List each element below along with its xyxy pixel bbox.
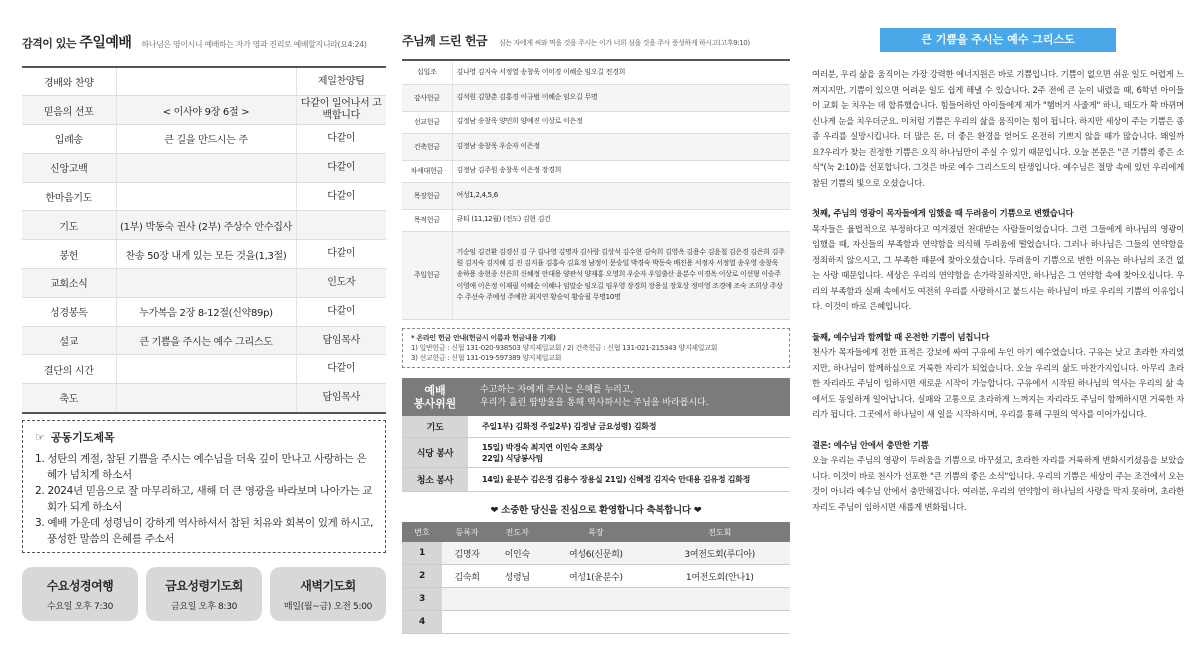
service-title: 금요성령기도회 <box>165 578 243 593</box>
newcomer-cell: 4 <box>402 610 442 633</box>
newcomer-cell <box>542 588 649 611</box>
offering-type: 주일헌금 <box>402 231 452 319</box>
worship-order-row <box>22 125 386 154</box>
volunteer-line: 주일1부) 김화정 주일2부) 김정남 금요성령) 김화정 <box>482 421 657 431</box>
volunteers-label-line: 봉사위원 <box>413 396 457 410</box>
order-item-leader: 인도자 <box>296 269 386 298</box>
newcomer-column-header: 번호 <box>402 522 442 542</box>
offering-row <box>402 60 790 84</box>
newcomer-cell: 이인숙 <box>492 542 542 565</box>
worship-title-main: 주일예배 <box>79 35 132 51</box>
order-item-leader <box>296 211 386 240</box>
newcomer-cell: 여성6(신문희) <box>542 542 649 565</box>
prayer-box <box>22 420 386 553</box>
order-item-content: (1부) 박동숙 권사 (2부) 주상수 안수집사 <box>116 211 296 240</box>
volunteer-names <box>468 438 790 468</box>
order-item-content <box>116 384 296 413</box>
order-item-name: 교회소식 <box>22 269 116 298</box>
newcomer-cell: 김숙희 <box>442 565 492 588</box>
sermon-heading: 첫째, 주님의 영광이 목자들에게 임했을 때 두려움이 기쁨으로 변했습니다 <box>812 208 1074 218</box>
order-item-name: 입례송 <box>22 125 116 154</box>
order-item-content <box>116 269 296 298</box>
order-item-content: 큰 기쁨을 주시는 예수 그리스도 <box>116 326 296 355</box>
worship-order-row <box>22 211 386 240</box>
offering-row <box>402 133 790 160</box>
order-item-content <box>116 182 296 211</box>
newcomer-cell <box>649 610 790 633</box>
order-item-content: 누가복음 2장 8-12절(신약89p) <box>116 297 296 326</box>
volunteer-names <box>468 416 790 438</box>
order-item-content: 큰 길을 만드시는 주 <box>116 125 296 154</box>
order-item-content <box>116 153 296 182</box>
worship-subtitle: 하나님은 영이시니 예배하는 자가 영과 진리로 예배할지니라(요4:24) <box>141 40 367 49</box>
worship-title <box>22 32 131 52</box>
newcomer-cell: 1여전도회(안나1) <box>649 565 790 588</box>
offering-row <box>402 160 790 182</box>
offering-names: 기순임 김건환 김경신 김 구 김나영 김명자 김사랑 김상석 김수현 김숙희 김영옥 김용수 김윤철 김은경 김은희 김주원 김지숙 김지혜 김 진 김지율 김홍숙 김효정 남정이 문승일 박경숙 박동숙 배진용 서정자 서정열 송우영 송창욱 송하용 송현종 신은희 신혜정 안대용 양관석 양재홍 오영희 우순자 우일출산 윤분수 이경옥 이상로 이선형 이승주 이영애 이은정 이재필 이혜순 이혜나 임말순 임오길 임우영 장경희 장용실 장호상 정미영 조경애 조숙 조희상 주상수 주선숙 주예성 주예찬 최지연 황승익 황승필 무명10명 <box>452 231 790 319</box>
newcomer-cell: 김명자 <box>442 542 492 565</box>
order-item-name: 축도 <box>22 384 116 413</box>
order-item-name: 기도 <box>22 211 116 240</box>
offering-row <box>402 84 790 111</box>
order-item-leader: 제일찬양팀 <box>296 67 386 96</box>
newcomer-column-header: 등록자 <box>442 522 492 542</box>
order-item-name: 신앙고백 <box>22 153 116 182</box>
newcomer-column-header: 목장 <box>542 522 649 542</box>
worship-order-row <box>22 96 386 125</box>
offering-row <box>402 231 790 319</box>
newcomer-cell <box>442 610 492 633</box>
newcomer-cell <box>649 588 790 611</box>
sermon-intro: 여러분, 우리 삶을 움직이는 가장 강력한 에너지원은 바로 기쁨입니다. 기쁨이 없으면 쉬운 일도 어렵게 느껴지지만, 기쁨이 있으면 어려운 일도 쉽게 해낼 수 있습니다. 2주 전에 큰 눈이 내렸을 때, 6학년 아이들이 교회 눈 치우는 데 합류했습니다. 힘들어하던 아이들에게 제가 "햄버거 사줄게" 하니, 태도가 확 바뀌며 신나게 눈을 치우더군요. 이처럼 기쁨은 우리의 삶을 움직이는 힘이 됩니다. 하지만 세상이 주는 기쁨은 종종 우리를 실망시킵니다. 더 많은 돈, 더 좋은 환경을 얻어도 온전히 기쁘지 않을 때가 많습니다. 왜일까요?우리가 찾는 진정한 기쁨은 오직 하나님만이 주실 수 있기 때문입니다. 오늘 본문은 "큰 기쁨의 좋은 소식"(눅 2:10)을 선포합니다. 그것은 바로 예수 그리스도의 탄생입니다. 예수님은 절망 속에 있던 우리에게 참된 기쁨의 빛으로 오셨습니다. <box>812 69 1184 188</box>
volunteer-line: 22일) 식당봉사팀 <box>482 453 543 463</box>
newcomer-table <box>402 522 790 634</box>
order-item-leader: 담임목사 <box>296 326 386 355</box>
sermon-body <box>812 67 1184 515</box>
sermon-paragraph: 오늘 우리는 주님의 영광이 두려움을 기쁨으로 바꾸셨고, 초라한 자리를 거룩하게 변화시키셨음을 보았습니다. 이것이 바로 천사가 선포한 "큰 기쁨의 좋은 소식"입니다. 우리의 기쁨은 세상이 주는 조건에서 오는 것이 아니라 예수님 안에서 충만해집니다. 여러분, 우리의 연약함이 하나님의 사랑을 막지 못하며, 초라한 자리도 주님이 임하시면 새롭게 변화됩니다. <box>812 455 1184 512</box>
service-times <box>22 567 386 621</box>
order-item-content <box>116 355 296 384</box>
newcomer-cell: 1 <box>402 542 442 565</box>
offering-header <box>402 32 790 49</box>
worship-order-row <box>22 269 386 298</box>
prayer-header <box>35 429 375 445</box>
order-item-content: < 이사야 9장 6절 > <box>116 96 296 125</box>
order-item-leader: 다같이 <box>296 125 386 154</box>
offering-names: 여성1,2,4,5,6 <box>452 182 790 209</box>
worship-order-row <box>22 240 386 269</box>
welcome-message: ❤ 소중한 당신을 진심으로 환영합니다 축복합니다 ❤ <box>490 505 702 516</box>
newcomer-column-header: 전도회 <box>649 522 790 542</box>
sermon-heading: 결론: 예수님 안에서 충만한 기쁨 <box>812 439 929 450</box>
volunteer-role: 청소 봉사 <box>402 468 468 492</box>
offering-type: 목장헌금 <box>402 182 452 209</box>
newcomer-cell <box>492 610 542 633</box>
order-item-leader: 다같이 <box>296 182 386 211</box>
order-item-content: 찬송 50장 내게 있는 모든 것을(1,3절) <box>116 240 296 269</box>
newcomer-cell <box>492 588 542 611</box>
volunteer-line: 14일) 윤분수 김은경 김용수 장용실 21일) 신혜정 김지숙 안대용 김유정 김화정 <box>482 475 751 484</box>
worship-order-row <box>22 297 386 326</box>
newcomer-cell: 여성1(윤분수) <box>542 565 649 588</box>
verse-line: 수고하는 자에게 주시는 은혜를 누리고, <box>480 384 634 395</box>
offering-row <box>402 111 790 133</box>
offering-type: 십일조 <box>402 60 452 84</box>
offering-names: 김정남 송창욱 우순자 이은정 <box>452 133 790 160</box>
service-time: 매일(월~금) 오전 5:00 <box>283 601 373 612</box>
newcomer-row <box>402 565 790 588</box>
offering-names: 김정남 김주원 송창욱 이은정 장경희 <box>452 160 790 182</box>
order-item-content <box>116 67 296 96</box>
newcomer-cell <box>442 588 492 611</box>
newcomer-row <box>402 610 790 633</box>
sermon-paragraph: 목자들은 율법적으로 부정하다고 여겨졌던 천대받는 사람들이었습니다. 그런 그들에게 하나님의 영광이 임했을 때, 자신들의 부족함과 연약함을 의식해 두려움에 떨었습니다. 그러나 하나님은 그들의 연약함을 정죄하지 않으시고, 그 부족한 때문에 찾아오셨습니다. 두려움이 기쁨으로 변한 이유는 하나님의 조건 없는 사랑 때문입니다. 세상은 우리의 연약함을 손가락질하지만, 하나님은 그 연약함 속에 찾아오십니다. 우리의 부족함과 실패 속에서도 여전히 우리를 사랑하시고 붙드시는 하나님이 바로 우리의 기쁨의 이유입니다. 이것이 바로 은혜입니다. <box>812 223 1184 311</box>
offering-names: 김나영 김지숙 서정열 송창욱 이미경 이혜순 임오길 전경희 <box>452 60 790 84</box>
sermon-paragraph: 천사가 목자들에게 전한 표적은 강보에 싸여 구유에 누인 아기 예수였습니다. 구유는 낮고 초라한 자리였지만, 하나님이 함께하심으로 거룩한 자리가 되었습니다. 오늘 우리의 삶도 마찬가지입니다. 아무리 초라한 자리라도 주님이 임하시면 새로운 시작이 가능합니다. 구유에서 시작된 하나님의 역사는 우리의 삶 속에서도 동일하게 일어납니다. 실패와 고통으로 초라하게 느껴지는 자리라도 주님이 함께하시면 거룩한 자리가 됩니다. 그곳에서 하나님이 새 일을 시작하시며, 우리를 통해 구원의 역사를 이어가십니다. <box>812 347 1184 419</box>
order-item-leader: 다같이 <box>296 297 386 326</box>
service-title: 수요성경여행 <box>46 578 114 593</box>
volunteers-verse <box>468 378 790 416</box>
friday-service-box <box>146 567 262 621</box>
offering-subtitle: 심는 자에게 씨와 먹을 것을 주시는 이가 너희 심을 것을 주사 풍성하게 하시고(고후9:10) <box>499 39 750 47</box>
newcomer-cell: 3여전도회(루디아) <box>649 542 790 565</box>
worship-title-prefix: 감격이 있는 <box>22 37 76 50</box>
offering-row <box>402 182 790 209</box>
offering-table <box>402 59 790 320</box>
service-time: 금요일 오후 8:30 <box>170 601 238 612</box>
service-volunteers-table <box>402 378 790 493</box>
online-offering-notice <box>402 328 790 368</box>
sermon-title: 큰 기쁨을 주시는 예수 그리스도 <box>880 28 1116 52</box>
newcomer-cell: 성령님 <box>492 565 542 588</box>
order-item-name: 믿음의 선포 <box>22 96 116 125</box>
dawn-service-box <box>270 567 386 621</box>
order-item-leader: 다같이 일어나서 고백합니다 <box>296 96 386 125</box>
offering-type: 차세대헌금 <box>402 160 452 182</box>
newcomer-cell: 2 <box>402 565 442 588</box>
worship-order-row <box>22 67 386 96</box>
offering-names: 김정남 송창욱 양민희 양예진 이상로 이은정 <box>452 111 790 133</box>
offering-names: 김석원 김향춘 김홍경 이규범 이혜순 임오길 무명 <box>452 84 790 111</box>
sermon-column <box>812 0 1184 645</box>
order-item-leader: 담임목사 <box>296 384 386 413</box>
offering-names: 큐티 (11,12월) (전도) 김현 김건 <box>452 209 790 231</box>
volunteer-role: 식당 봉사 <box>402 438 468 468</box>
newcomer-cell <box>542 610 649 633</box>
worship-order-row <box>22 153 386 182</box>
verse-line: 우리가 흘린 땀방울을 통해 역사하시는 주님을 바라봅시다. <box>480 397 709 408</box>
offering-type: 선교헌금 <box>402 111 452 133</box>
newcomer-column-header: 전도자 <box>492 522 542 542</box>
worship-column <box>22 0 386 645</box>
order-item-leader: 다같이 <box>296 240 386 269</box>
offering-column <box>402 0 790 645</box>
worship-order-row <box>22 182 386 211</box>
wednesday-service-box <box>22 567 138 621</box>
sermon-heading: 둘째, 예수님과 함께할 때 온전한 기쁨이 넘칩니다 <box>812 331 990 342</box>
prayer-title: 공동기도제목 <box>50 430 115 444</box>
worship-order-row <box>22 355 386 384</box>
order-item-leader: 다같이 <box>296 355 386 384</box>
volunteer-role: 기도 <box>402 416 468 438</box>
service-time: 수요일 오후 7:30 <box>46 601 114 612</box>
worship-order-row <box>22 384 386 413</box>
offering-row <box>402 209 790 231</box>
offering-type: 건축헌금 <box>402 133 452 160</box>
worship-order-row <box>22 326 386 355</box>
order-item-leader: 다같이 <box>296 153 386 182</box>
pointing-hand-icon: ☞ <box>35 430 45 444</box>
order-item-name: 경배와 찬양 <box>22 67 116 96</box>
volunteers-label-line: 예배 <box>424 383 446 397</box>
account-line: 3) 선교헌금 : 신협 131-019-597389 양지제일교회 <box>411 353 562 362</box>
prayer-item: 2. 2024년 믿음으로 잘 마무리하고, 새해 더 큰 영광을 바라보며 나아가는 교회가 되게 하소서 <box>35 484 373 513</box>
newcomer-row <box>402 542 790 565</box>
account-line: 1) 일반헌금 : 신협 131-020-938503 양지제일교회 / 2) 건축헌금 : 신협 131-021-215343 양지제일교회 <box>411 343 718 352</box>
order-item-name: 봉헌 <box>22 240 116 269</box>
service-title: 새벽기도회 <box>300 578 356 593</box>
newcomer-row <box>402 588 790 611</box>
newcomer-cell: 3 <box>402 588 442 611</box>
prayer-item: 1. 성탄의 계절, 참된 기쁨을 주시는 예수님을 더욱 깊이 만나고 사랑하는 은혜가 넘치게 하소서 <box>35 452 367 481</box>
volunteer-line: 15일) 박경숙 최지연 이인숙 조희상 <box>482 442 603 452</box>
order-item-name: 결단의 시간 <box>22 355 116 384</box>
volunteer-names <box>468 468 790 492</box>
volunteers-label <box>402 378 468 416</box>
prayer-item: 3. 예배 가운데 성령님이 강하게 역사하셔서 참된 치유와 회복이 있게 하시고, 풍성한 말씀의 은혜를 주소서 <box>35 516 374 545</box>
offering-type: 목적헌금 <box>402 209 452 231</box>
online-offering-title: * 온라인 헌금 안내(헌금시 이름과 헌금내용 기재) <box>411 333 556 342</box>
offering-type: 감사헌금 <box>402 84 452 111</box>
worship-header <box>22 32 386 52</box>
worship-order-table <box>22 66 386 414</box>
order-item-name: 설교 <box>22 326 116 355</box>
order-item-name: 성경봉독 <box>22 297 116 326</box>
offering-title: 주님께 드린 헌금 <box>402 34 488 48</box>
order-item-name: 한마음기도 <box>22 182 116 211</box>
